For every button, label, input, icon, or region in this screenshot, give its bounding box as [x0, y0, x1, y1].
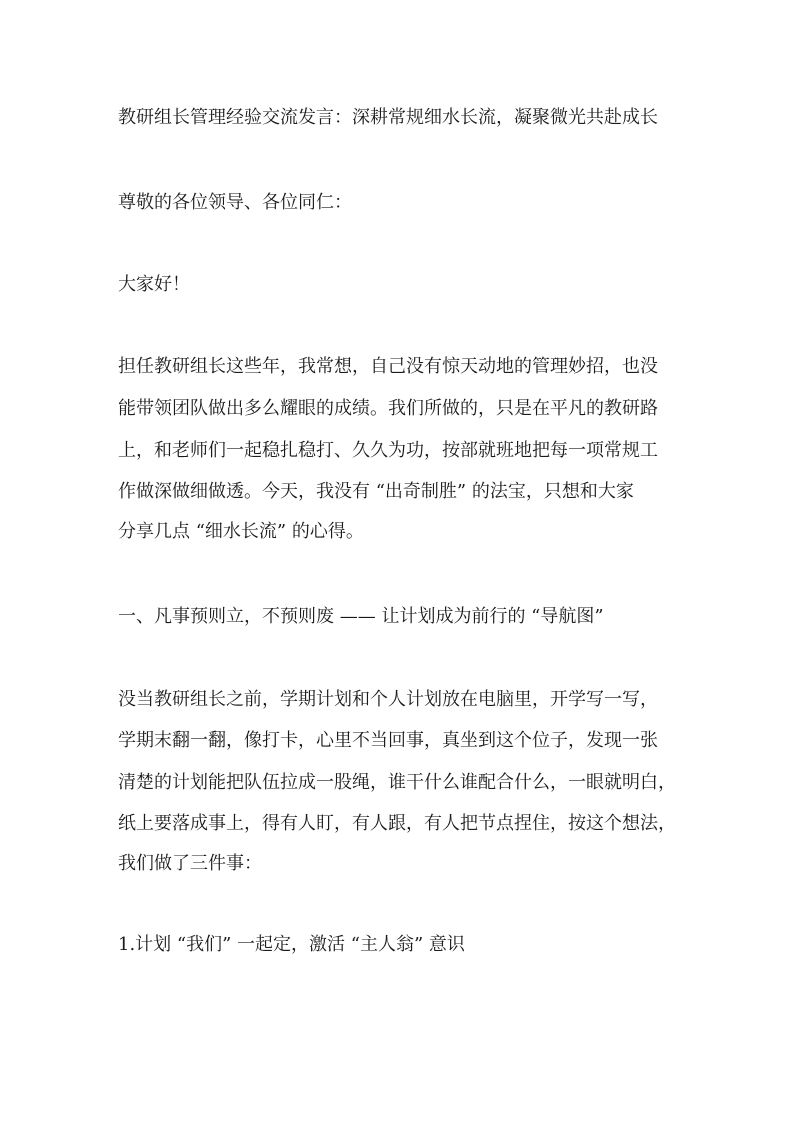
section-line: 学期末翻一翻，像打卡，心里不当回事，真坐到这个位子，发现一张 — [118, 730, 658, 751]
salutation: 尊敬的各位领导、各位同仁： — [118, 192, 352, 213]
section-line: 我们做了三件事： — [118, 853, 262, 874]
intro-line: 能带领团队做出多么耀眼的成绩。我们所做的，只是在平凡的教研路 — [118, 398, 658, 419]
intro-line: 作做深做细做透。今天，我没有 “出奇制胜” 的法宝，只想和大家 — [118, 481, 634, 502]
section-heading: 一、凡事预则立，不预则废 —— 让计划成为前行的 “导航图” — [118, 606, 604, 627]
intro-line: 担任教研组长这些年，我常想，自己没有惊天动地的管理妙招，也没 — [118, 356, 658, 377]
section-line: 清楚的计划能把队伍拉成一股绳，谁干什么谁配合什么，一眼就明白， — [118, 772, 676, 793]
section-line: 纸上要落成事上，得有人盯，有人跟，有人把节点捏住，按这个想法， — [118, 813, 676, 834]
intro-line: 上，和老师们一起稳扎稳打、久久为功，按部就班地把每一项常规工 — [118, 440, 658, 461]
item-heading: 1.计划 “我们” 一起定，激活 “主人翁” 意识 — [118, 934, 465, 955]
intro-line: 分享几点 “细水长流” 的心得。 — [118, 521, 364, 542]
greeting: 大家好！ — [118, 274, 190, 295]
section-line: 没当教研组长之前，学期计划和个人计划放在电脑里，开学写一写， — [118, 689, 658, 710]
document-title: 教研组长管理经验交流发言：深耕常规细水长流，凝聚微光共赴成长 — [118, 107, 658, 128]
